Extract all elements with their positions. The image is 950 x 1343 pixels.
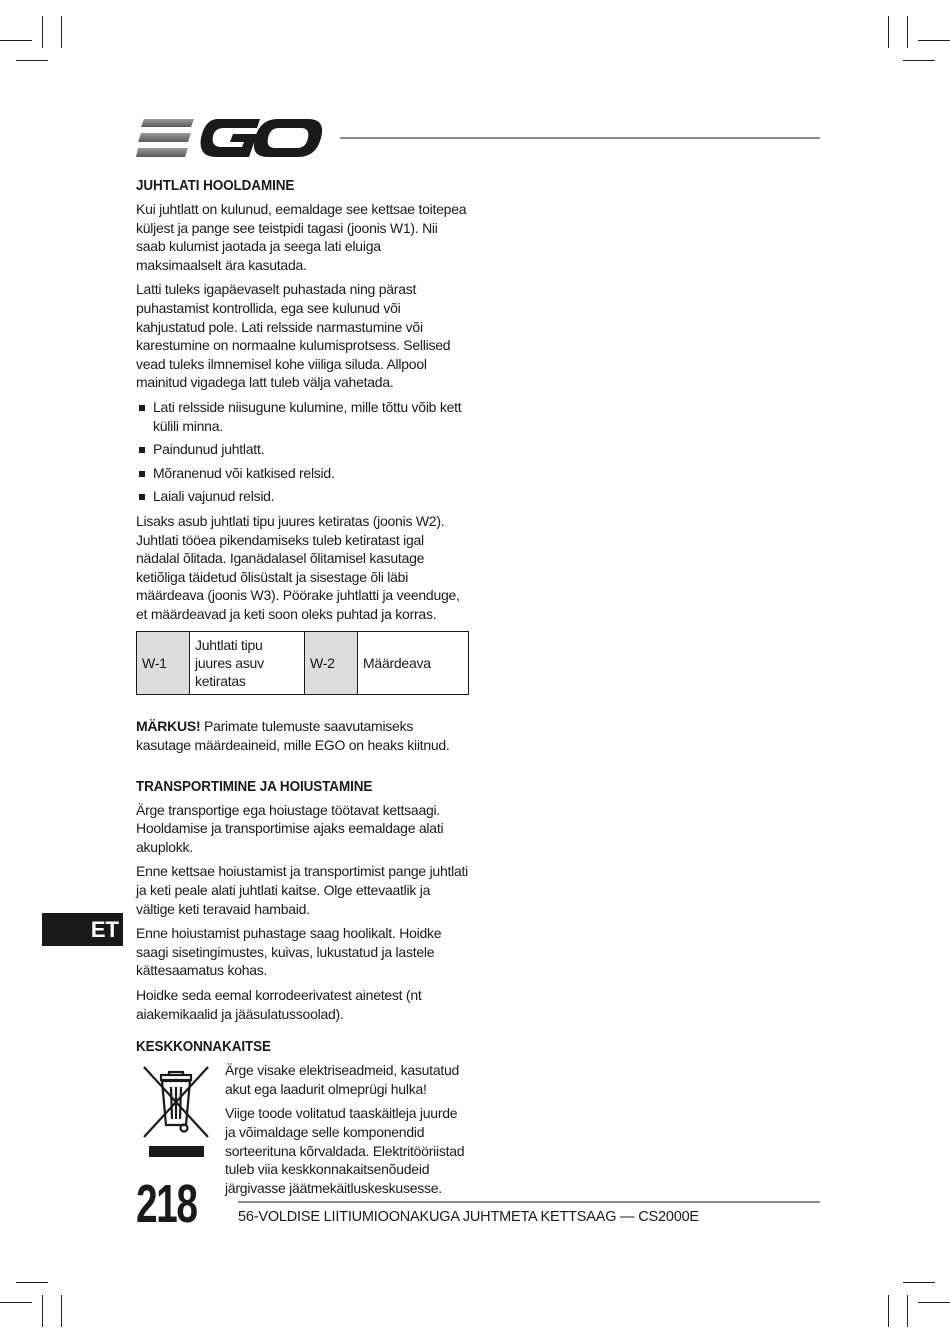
crop-mark <box>907 16 908 48</box>
crop-mark <box>0 1302 32 1303</box>
section-heading-guide-bar-care: JUHTLATI HOOLDAMINE <box>136 178 295 194</box>
crop-mark <box>888 1295 889 1327</box>
table-row <box>137 632 469 695</box>
paragraph: Lisaks asub juhtlati tipu juures ketiratas (joonis W2). Juhtlati tööea pikendamiseks tuleb ketiratast igal nädalal õlitada. Iganädalasel õlitamisel kasutage ketiõliga täidetud õlisüstalt ja sisestage õli läbi määrdeava (joonis W3). Pöörake juhtlatti ja veenduge, et määrdeavad ja keti soon oleks puhtad ja korras. <box>136 512 460 622</box>
legend-value-w2: Määrdeava <box>358 632 469 695</box>
paragraph: Latti tuleks igapäevaselt puhastada ning pärast puhastamist kontrollida, ega see kulunud või kahjustatud pole. Lati relsside narmastumine või karestumine on normaalne kulumisprotsess. Sellised vead tuleks ilmnemisel kohe viiliga siluda. Allpool mainitud vigadega latt tuleb välja vahetada. <box>136 281 451 391</box>
crossed-out-bin-icon <box>136 1063 216 1159</box>
note <box>136 717 469 754</box>
environment-text <box>225 1061 469 1197</box>
crop-mark <box>42 16 43 48</box>
paragraph: Enne hoiustamist puhastage saag hoolikalt. Hoidke saagi sisetingimustes, kuivas, lukustatud ja lastele kättesaamatus kohas. <box>136 925 442 979</box>
crop-mark <box>42 1295 43 1327</box>
bullet-square-icon <box>139 494 145 500</box>
list-item-text: Laiali vajunud relsid. <box>153 488 275 505</box>
language-tab: ET <box>42 913 123 946</box>
legend-key-w1: W-1 <box>137 632 190 695</box>
list-item <box>136 464 469 483</box>
list-item-text: Mõranenud või katkised relsid. <box>153 464 335 481</box>
paragraph: Hoidke seda eemal korrodeerivatest ainetest (nt aiakemikaalid ja jääsulatussoolad). <box>136 987 422 1022</box>
paragraph: Enne kettsae hoiustamist ja transportimist pange juhtlati ja keti peale alati juhtlati kaitse. Olge ettevaatlik ja vältige keti teravaid hambaid. <box>136 863 469 917</box>
footer-title: 56-VOLDISE LIITIUMIOONAKUGA JUHTMETA KETTSAAG — CS2000E <box>238 1209 699 1225</box>
page-content <box>136 178 469 1203</box>
note-label: MÄRKUS! <box>136 718 201 735</box>
bullet-square-icon <box>139 405 145 411</box>
crop-mark <box>61 1295 62 1327</box>
bullet-square-icon <box>139 447 145 453</box>
crop-mark <box>61 16 62 48</box>
section-heading-environment: KESKKONNAKAITSE <box>136 1039 271 1056</box>
crop-mark <box>16 1282 48 1283</box>
header-rule <box>340 137 820 139</box>
note-text: Parimate tulemuste saavutamiseks kasutage määrdeaineid, mille EGO on heaks kiitnud. <box>136 718 450 754</box>
crop-mark <box>903 60 935 61</box>
ego-logo <box>136 116 322 160</box>
paragraph: Viige toode volitatud taaskäitleja juurde ja võimaldage selle komponendid sorteerituna kõrvaldada. Elektritööriistad tuleb viia keskkonnakaitsenõudeid järgivasse jäätmekäitluskeskusesse. <box>225 1105 465 1196</box>
legend-value-w1: Juhtlati tipu juures asuv ketiratas <box>190 632 305 695</box>
crop-mark <box>888 16 889 48</box>
crop-mark <box>918 1302 950 1303</box>
crop-mark <box>907 1295 908 1327</box>
crop-mark <box>903 1282 935 1283</box>
list-item <box>136 440 469 459</box>
list-item <box>136 398 469 435</box>
section-heading-transport: TRANSPORTIMINE JA HOIUSTAMINE <box>136 778 373 795</box>
paragraph: Kui juhtlatt on kulunud, eemaldage see kettsae toitepea küljest ja pange see teistpidi tagasi (joonis W1). Nii saab kulumist jaotada ja seega lati eluiga maksimaalselt ära kasutada. <box>136 201 467 273</box>
bullet-list <box>136 398 469 506</box>
legend-key-w2: W-2 <box>305 632 358 695</box>
paragraph: Ärge visake elektriseadmeid, kasutatud akut ega laadurit olmeprügi hulka! <box>225 1062 460 1097</box>
paragraph: Ärge transportige ega hoiustage töötavat kettsaagi. Hooldamise ja transportimise ajaks eemaldage alati akuplokk. <box>136 801 444 855</box>
crop-mark <box>0 40 32 41</box>
list-item <box>136 487 469 506</box>
bullet-square-icon <box>139 471 145 477</box>
page-number: 218 <box>136 1174 197 1234</box>
list-item-text: Paindunud juhtlatt. <box>153 441 265 458</box>
list-item-text: Lati relsside niisugune kulumine, mille tõttu võib kett külili minna. <box>153 398 462 434</box>
crop-mark <box>16 60 48 61</box>
footer-rule <box>238 1201 820 1203</box>
figure-legend-table <box>136 631 469 695</box>
crop-mark <box>918 40 950 41</box>
